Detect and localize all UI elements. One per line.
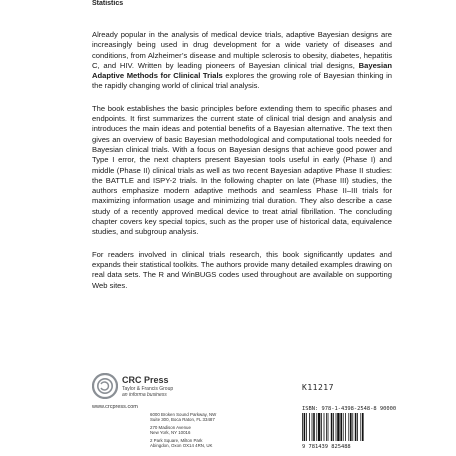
address-3: [150, 438, 240, 448]
barcode-bar: [318, 413, 320, 441]
barcode-bar: [362, 413, 364, 441]
barcode-bar: [313, 413, 315, 441]
address-2-line-2: New York, NY 10016: [150, 430, 191, 436]
isbn-text: ISBN: 978-1-4398-2548-8: [302, 406, 377, 412]
isbn-barcode: [300, 413, 396, 449]
publisher-website: www.crcpress.com: [92, 404, 138, 410]
publisher-name: CRC Press: [122, 375, 169, 385]
address-1-line-2: Suite 300, Boca Raton, FL 33487: [150, 417, 215, 423]
paragraph-3: For readers involved in clinical trials research, this book significantly updates and expands their statistical toolkits. The authors provide many detailed examples drawing on real data sets. The R and WinBUGS codes used throughout are available on supporting Web sites.: [92, 249, 392, 290]
barcode-bar: [302, 413, 303, 441]
publisher-tagline: an informa business: [122, 392, 167, 398]
address-3-line-2: Abingdon, Oxon OX14 4RN, UK: [150, 443, 213, 449]
book-title: Bayesian Adaptive Methods for Clinical Trials: [92, 60, 392, 81]
barcode-bar: [345, 413, 346, 441]
category-label: Statistics: [92, 0, 124, 7]
barcode-bar: [306, 413, 307, 441]
barcode-bar: [336, 413, 337, 441]
barcode-bar: [316, 413, 317, 441]
isbn-addon: 90000: [379, 406, 397, 412]
barcode-bar: [328, 413, 329, 441]
address-2: [150, 425, 240, 435]
barcode-bar: [340, 413, 342, 441]
top-strip: [0, 0, 456, 10]
barcode-digits: 9 781439 825488: [302, 444, 351, 449]
address-1: [150, 412, 240, 422]
publisher-subtitle: Taylor & Francis Group: [122, 386, 174, 392]
crc-press-logo-icon: [92, 373, 118, 399]
address-2-line-1: 270 Madison Avenue: [150, 425, 191, 430]
barcode-bar: [324, 413, 325, 441]
barcode-bar: [304, 413, 306, 441]
barcode-bar: [321, 413, 322, 441]
barcode-bar: [343, 413, 344, 441]
isbn-line: [302, 406, 396, 412]
barcode-bar: [312, 413, 313, 441]
barcode-bar: [331, 413, 333, 441]
barcode-bar: [337, 413, 339, 441]
barcode-bar: [355, 413, 357, 441]
barcode-bar: [352, 413, 353, 441]
barcode-bar: [309, 413, 310, 441]
paragraph-1-end: explores the growing role of Bayesian thinking in the rapidly changing world of clinical trial analysis.: [92, 71, 392, 91]
address-1-line-1: 6000 Broken Sound Parkway, NW: [150, 412, 217, 417]
description: [92, 30, 392, 303]
barcode-bars: [302, 413, 364, 441]
paragraph-1: [92, 30, 392, 92]
catalog-number: K11217: [302, 383, 334, 392]
paragraph-2: The book establishes the basic principles before extending them to specific phases and endpoints. It first summarizes the current state of clinical trial design and analysis and introduces the main ideas and potential benefits of a Bayesian alternative. The text then gives an overview of basic Bayesian methodological and computational tools needed for Bayesian clinical trials. With a focus on Bayesian designs that achieve good power and Type I error, the next chapters present Bayesian tools useful in early (Phase I) and middle (Phase II) clinical trials as well as two recent Bayesian adaptive Phase II studies: the BATTLE and ISPY-2 trials. In the following chapter on late (Phase III) studies, the authors emphasize modern adaptive methods and seamless Phase II–III trials for maximizing information usage and minimizing trial duration. They also describe a case study of a recently approved medical device to treat atrial fibrillation. The concluding chapter covers key special topics, such as the proper use of historical data, equivalence studies, and subgroup analysis.: [92, 103, 392, 237]
barcode-bar: [326, 413, 327, 441]
barcode-bar: [357, 413, 358, 441]
address-3-line-1: 2 Park Square, Milton Park: [150, 438, 203, 443]
paragraph-1-start: Already popular in the analysis of medical device trials, adaptive Bayesian designs are increasingly being used in drug development for a wide variety of diseases and conditions, from Alzheimer’s disease and multiple sclerosis to obesity, diabetes, hepatitis C, and HIV. Written by leading pioneers of Bayesian clinical trial designs,: [92, 30, 392, 70]
barcode-bar: [350, 413, 352, 441]
barcode-bar: [348, 413, 349, 441]
barcode-bar: [333, 413, 334, 441]
barcode-bar: [360, 413, 361, 441]
